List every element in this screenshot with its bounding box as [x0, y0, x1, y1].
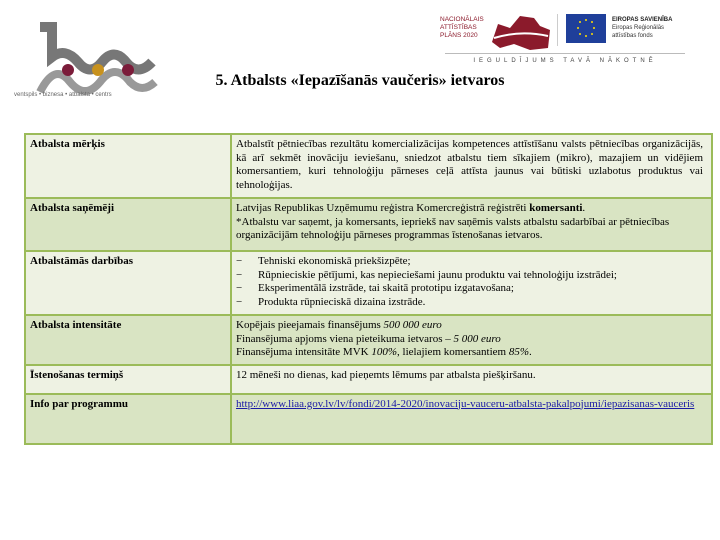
row-value: Atbalstīt pētniecības rezultātu komercializācijas kompetences attīstīšanu valsts pētniecības organizācijās, kā arī sekmēt inovāciju ieviešanu, sniedzot atbalstu tiem sīkajiem (mikro), mazajiem un vidējiem komersantiem, kuri tehnoloģiju pārneses ceļā attīsta jaunus vai būtiski uzlabotus produktus vai tehnoloģijas. [231, 134, 712, 198]
row-value [231, 251, 712, 315]
latvia-map-icon [490, 12, 552, 52]
row-value [231, 198, 712, 251]
row-value: 12 mēneši no dienas, kad pieņemts lēmums par atbalsta piešķiršanu. [231, 365, 712, 394]
funding-intensity: Finansējuma intensitāte MVK [236, 346, 372, 358]
intensity-mid: , lielajiem komersantiem [397, 346, 509, 358]
list-item: − Tehniski ekonomiskā priekšizpēte; [236, 255, 703, 269]
logo-caption: ventspils • biznesa • atbalsta • centrs [14, 92, 112, 98]
eu-sub1: Eiropas Reģionālās [612, 25, 665, 31]
list-item: − Eksperimentālā izstrāde, tai skaitā prototipu izgatavošana; [236, 282, 703, 296]
table-row [25, 134, 712, 198]
program-link[interactable]: http://www.liaa.gov.lv/lv/fondi/2014-2020/inovaciju-vauceru-atbalsta-pakalpojumi/iepazisanas-vauceris [236, 397, 695, 410]
row-label: Īstenošanas termiņš [25, 365, 231, 394]
funding-total-value: 500 000 euro [383, 319, 442, 331]
list-item: − Rūpnieciskie pētījumi, kas nepieciešami jaunu produktu vai tehnoloģiju izstrādei; [236, 269, 703, 283]
eu-sub2: attīstības fonds [612, 33, 653, 39]
info-table [24, 133, 713, 445]
table-row [25, 198, 712, 251]
recipients-bold: komersanti [529, 202, 583, 214]
row-label: Atbalsta saņēmēji [25, 198, 231, 251]
recipients-text: Latvijas Republikas Uzņēmumu reģistra Komercreģistrā reģistrēti [236, 202, 530, 214]
table-row [25, 365, 712, 394]
slogan: IEGULDĪJUMS TAVĀ NĀKOTNĒ [473, 58, 657, 64]
row-label: Info par programmu [25, 394, 231, 444]
recipients-note: *Atbalstu var saņemt, ja komersants, iepriekš nav saņēmis valsts atbalstu sadarbībai ar pētniecības organizācijām tehnoloģiju pārneses programmas īstenošanas ietvaros. [236, 215, 670, 241]
funding-per-app-value: 5 000 euro [453, 332, 501, 345]
nap-2020-text: NACIONĀLAIS ATTĪSTĪBAS PLĀNS 2020 [440, 16, 484, 39]
funding-per-app: Finansējuma apjoms viena pieteikuma ietvaros – [236, 332, 454, 345]
punct: . [582, 202, 586, 214]
row-label: Atbalsta mērķis [25, 134, 231, 198]
table-row [25, 251, 712, 315]
row-value [231, 315, 712, 365]
list-item: − Produkta rūpnieciskā dizaina izstrāde. [236, 296, 703, 310]
divider [557, 14, 558, 46]
bac-logo-icon [30, 22, 160, 102]
table-row [25, 315, 712, 365]
divider [445, 53, 685, 54]
table-row [25, 394, 712, 444]
eu-flag-icon [566, 14, 606, 43]
row-label: Atbalstāmās darbības [25, 251, 231, 315]
punct: . [529, 346, 532, 358]
row-value [231, 394, 712, 444]
activities-list [236, 255, 703, 309]
page-title: 5. Atbalsts «Iepazīšanās vaučeris» ietvaros [215, 72, 505, 89]
eu-title: EIROPAS SAVIENĪBA [612, 17, 673, 23]
funding-total: Kopējais pieejamais finansējums [236, 319, 384, 331]
intensity-large: 85% [508, 346, 529, 358]
intensity-sme: 100% [371, 346, 398, 358]
eu-fund-text [612, 16, 672, 40]
row-label: Atbalsta intensitāte [25, 315, 231, 365]
